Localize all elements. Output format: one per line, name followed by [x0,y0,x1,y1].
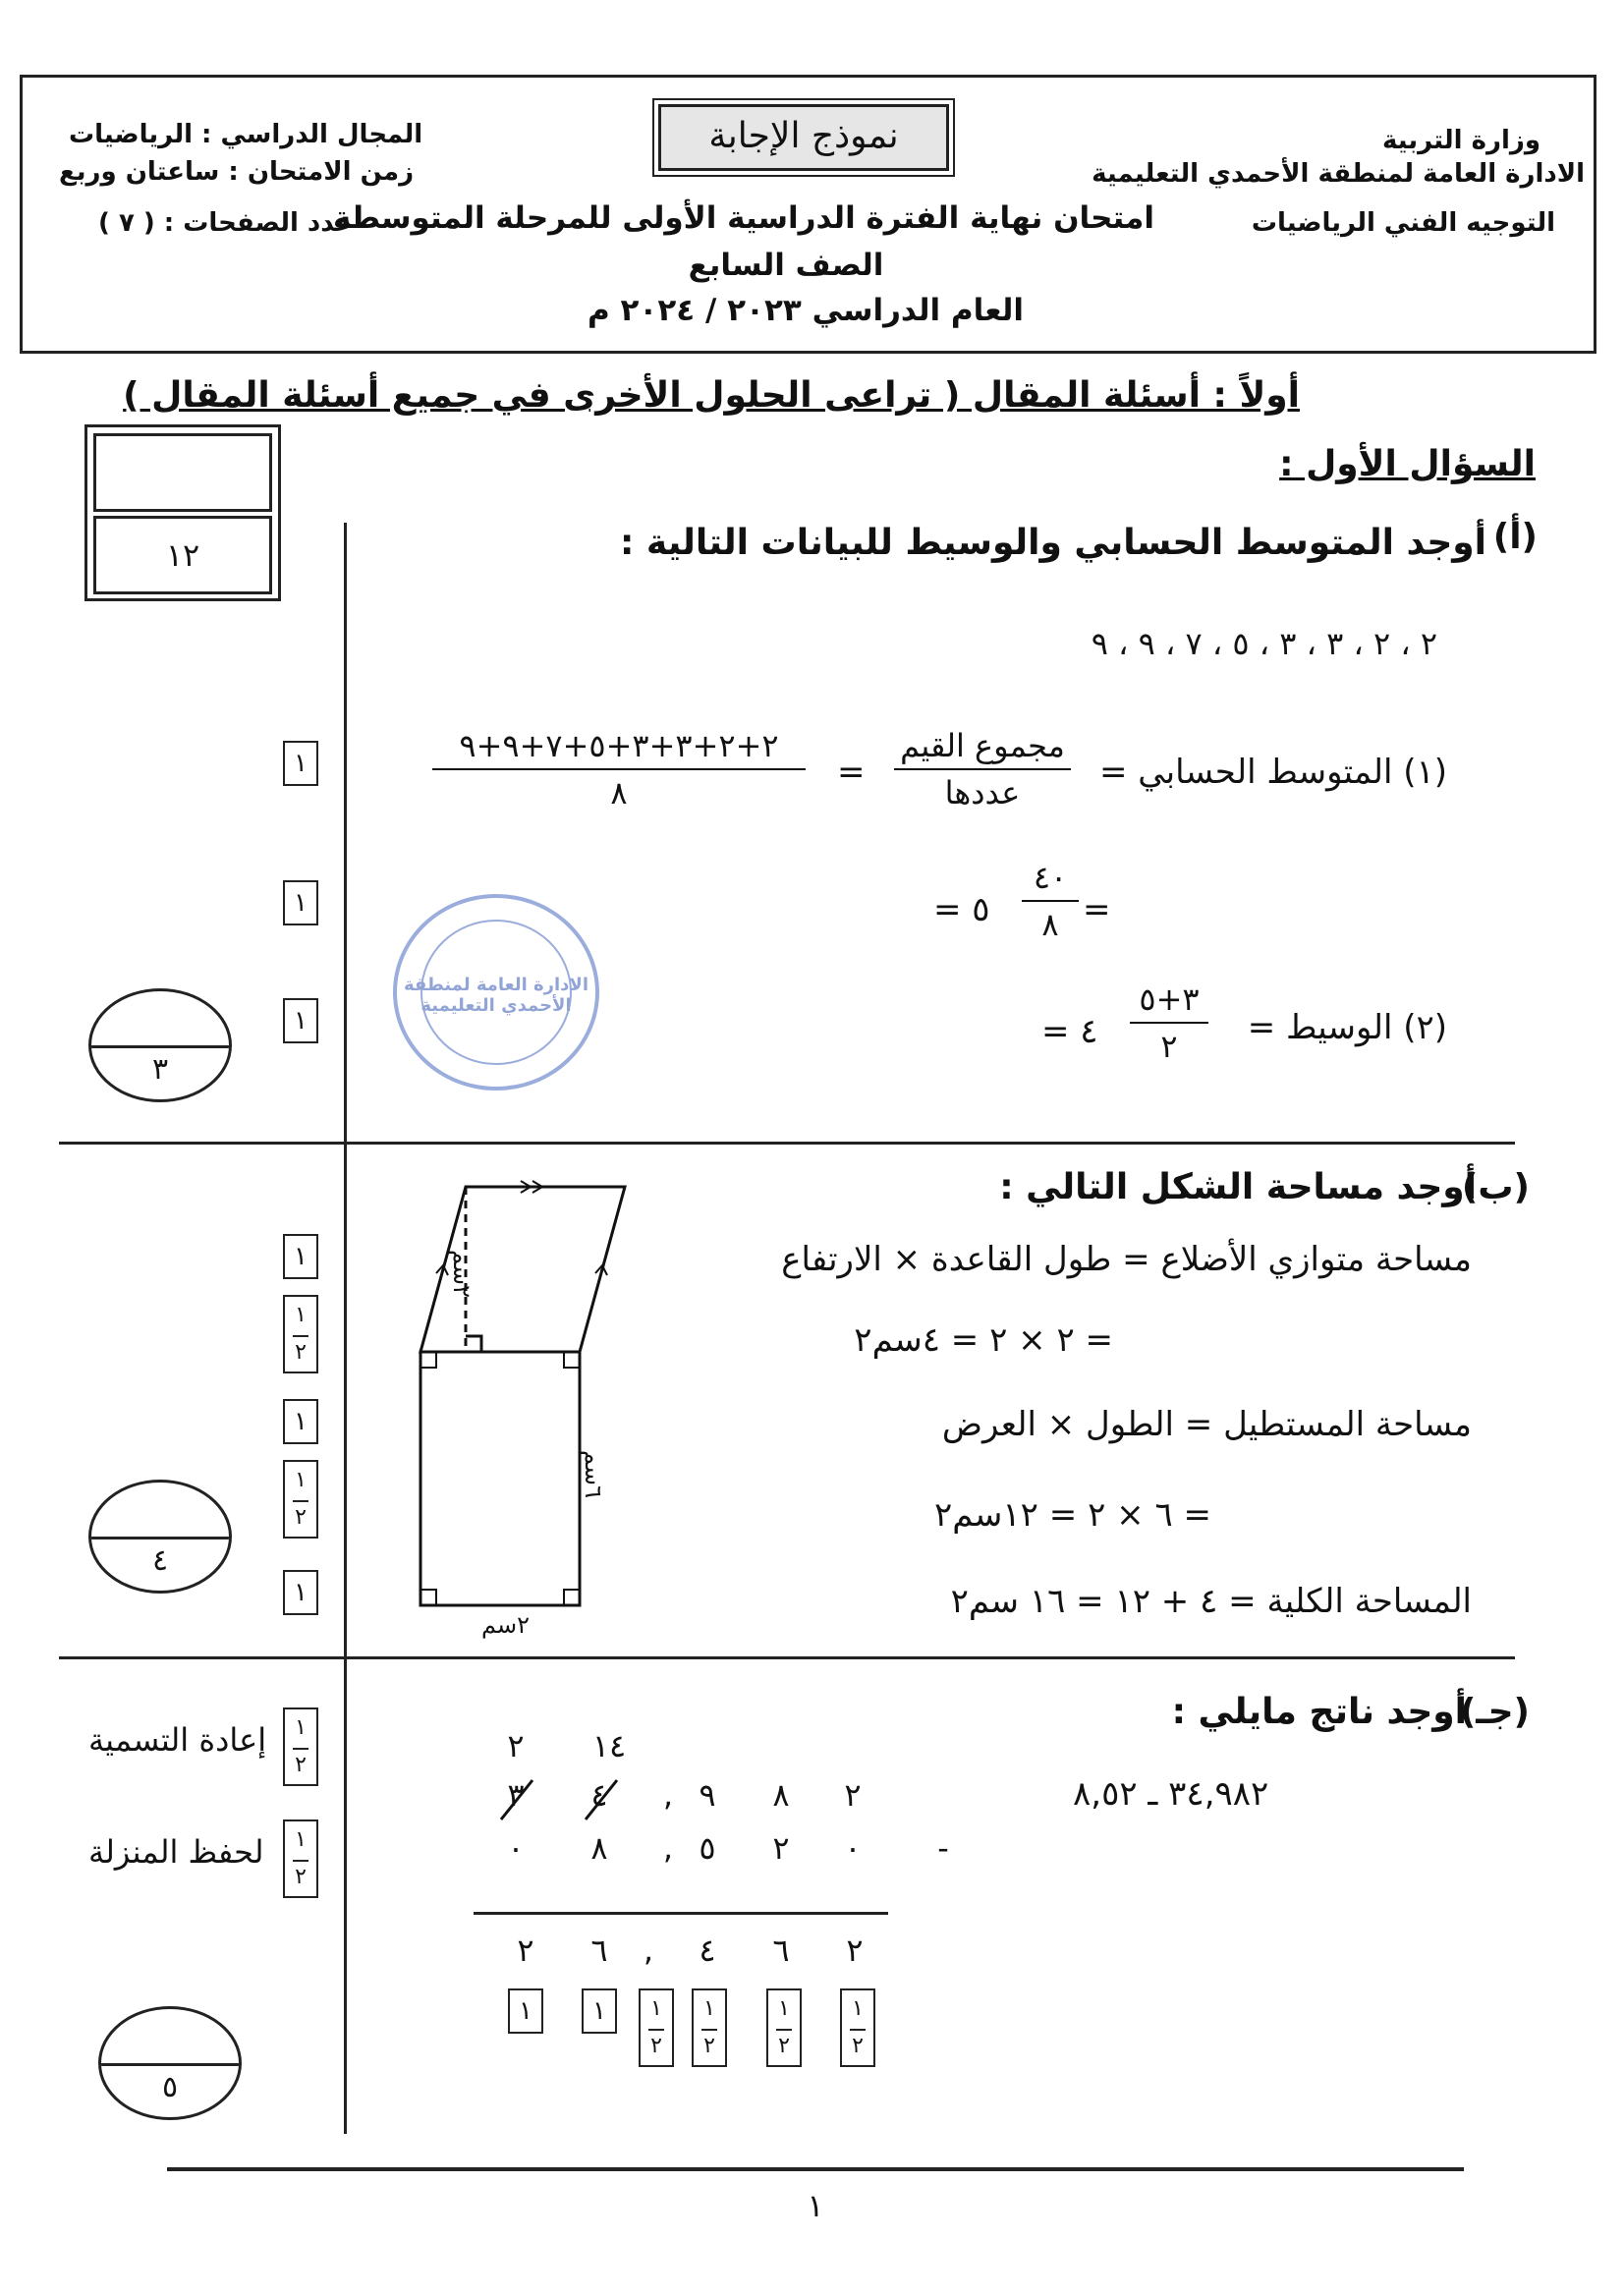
right-angle-mark [420,1590,436,1605]
strike-line [586,1780,617,1819]
mark-box-half [283,1295,318,1373]
half-numerator: ١ [778,1996,790,2021]
figure-side-label: ٦سم [580,1450,607,1498]
half-denominator: ٢ [295,1340,307,1365]
bottom-digit: ٢ [772,1829,790,1867]
mark-box-half [283,1460,318,1539]
top-digit: ٩ [699,1776,716,1814]
part-b-score: ٤ [151,1543,169,1578]
stamp-text: الادارة العامة لمنطقة الأحمدي التعليمية [404,975,588,1016]
page-number: ١ [807,2187,824,2224]
right-angle-mark [466,1336,481,1352]
median-label: (٢) الوسيط = [1247,1008,1447,1047]
section-title: أولاً : أسئلة المقال ( تراعى الحلول الأخرى في جميع أسئلة المقال ) [123,375,1300,416]
fraction-bar [293,1860,308,1862]
mark-box: ١ [508,1988,543,2034]
median-fraction [1130,979,1208,1067]
carry-digit: ١٤ [591,1727,627,1764]
half-denominator: ٢ [778,2034,790,2058]
duration-label: زمن الامتحان : ساعتان وربع [59,157,415,187]
part-b-score-circle [88,1480,232,1594]
mark-box-half [639,1988,674,2067]
total-score-box [84,424,281,601]
part-a-score: ٣ [151,1052,169,1087]
fraction-bar [293,1500,308,1502]
answer-model-label: نموذج الإجابة [658,104,949,171]
mean-label: (١) المتوسط الحسابي = [1099,753,1447,792]
question-title: السؤال الأول : [1279,444,1536,484]
mean-sum-num: ٢+٢+٣+٣+٥+٧+٩+٩ [459,727,779,764]
mark-box-half [692,1988,727,2067]
half-denominator: ٢ [295,1753,307,1777]
mark-box-half [283,1707,318,1786]
carry-digit: ٢ [507,1727,525,1764]
total-score-top [93,433,272,512]
result-digit: ٤ [699,1931,716,1969]
mark-box: ١ [283,1399,318,1444]
part-b-line4: = ٦ × ٢ = ١٢سم٢ [934,1495,1211,1535]
top-digit: ٢ [844,1776,862,1814]
part-c-expression: ٣٤,٩٨٢ ـ ٨,٥٢ [1073,1774,1269,1814]
figure-base-label: ٢سم [481,1611,530,1639]
circle-divider [91,1537,229,1539]
circle-divider [91,1045,229,1048]
figure-height-label: ٢سم [448,1250,476,1298]
bottom-digit: ٠ [507,1829,525,1867]
mean-result-fraction [1022,857,1079,945]
mean-formula-num: مجموع القيم [900,727,1065,764]
fraction-bar [701,2029,717,2031]
mark-box: ١ [283,1234,318,1279]
district-name: الادارة العامة لمنطقة الأحمدي التعليمية [1092,159,1585,189]
mean-formula-den: عددها [944,774,1021,812]
part-c-score-circle [98,2006,242,2120]
part-a-score-circle [88,988,232,1102]
ministry-name: وزارة التربية [1381,126,1540,155]
half-numerator: ١ [852,1996,864,2021]
divider-a-b [59,1142,1515,1145]
part-b-label: (ب) [1461,1167,1530,1207]
mark-box: ١ [283,998,318,1043]
mark-box: ١ [283,741,318,786]
mark-box: ١ [582,1988,617,2034]
fraction-bar [1130,1022,1208,1024]
median-den: ٢ [1160,1028,1178,1065]
top-digit: ٤ [590,1776,608,1814]
top-digit: ٨ [772,1776,790,1814]
median-num: ٣+٥ [1139,980,1200,1018]
mean-result-value: = ٥ [933,890,990,929]
median-value: = ٤ [1041,1012,1098,1051]
fraction-bar [776,2029,792,2031]
bottom-digit: ٨ [590,1829,608,1867]
mark-box: ١ [283,1570,318,1615]
top-digit: , [662,1776,674,1814]
result-digit: ٦ [590,1931,608,1969]
fraction-bar [894,768,1071,770]
subject-label: المجال الدراسي : الرياضيات [69,120,423,149]
part-a-prompt: أوجد المتوسط الحسابي والوسيط للبيانات التالية : [619,523,1486,563]
part-b-line3: مساحة المستطيل = الطول × العرض [941,1405,1472,1444]
divider-b-c [59,1656,1515,1659]
right-angle-mark [420,1352,436,1368]
grade-label: الصف السابع [688,248,884,283]
top-digit: ٣ [507,1776,525,1814]
exam-title: امتحان نهاية الفترة الدراسية الأولى للمرحلة المتوسطة [332,200,1154,236]
half-numerator: ١ [295,1468,307,1492]
mark-box-half [766,1988,802,2067]
total-score-value: ١٢ [93,516,272,594]
part-c-score: ٥ [161,2070,179,2104]
equals-sign: = [1083,890,1111,929]
mean-sum-fraction [432,725,806,813]
right-angle-mark [564,1590,580,1605]
result-digit: ٦ [772,1931,790,1969]
half-denominator: ٢ [703,2034,715,2058]
circle-divider [101,2063,239,2066]
part-b-line5: المساحة الكلية = ٤ + ١٢ = ١٦ سم٢ [950,1582,1472,1621]
fraction-bar [293,1748,308,1750]
part-a-data: ٢ ، ٢ ، ٣ ، ٣ ، ٥ ، ٧ ، ٩ ، ٩ [1091,625,1437,662]
half-numerator: ١ [703,1996,715,2021]
bottom-digit: , [662,1829,674,1867]
department-name: التوجيه الفني الرياضيات [1251,208,1555,238]
half-numerator: ١ [295,1303,307,1327]
half-denominator: ٢ [852,2034,864,2058]
rectangle-shape [420,1352,580,1605]
half-numerator: ١ [650,1996,662,2021]
composite-shape-figure [403,1175,639,1627]
strike-marks [491,1772,648,1825]
mean-result-den: ٨ [1041,906,1059,943]
footer-line [167,2167,1464,2171]
bottom-digit: ٥ [699,1829,716,1867]
strike-line [501,1780,532,1819]
result-digit: ٢ [517,1931,534,1969]
mark-box: ١ [283,880,318,925]
result-digit: ٢ [846,1931,864,1969]
part-b-line2: = ٢ × ٢ = ٤سم٢ [854,1320,1113,1360]
fraction-bar [293,1335,308,1337]
fraction-bar [648,2029,664,2031]
mean-formula-fraction [894,725,1071,813]
mean-result-num: ٤٠ [1033,859,1068,896]
fraction-bar [1022,900,1079,902]
place-value-label: لحفظ المنزلة [88,1833,264,1871]
minus-sign: - [937,1829,949,1867]
part-c-label: (جـ) [1459,1692,1530,1732]
half-numerator: ١ [295,1715,307,1740]
margin-line [344,523,347,2134]
half-denominator: ٢ [650,2034,662,2058]
part-c-prompt: أوجد ناتج مايلي : [1171,1692,1467,1732]
half-denominator: ٢ [295,1505,307,1530]
part-b-prompt: أوجد مساحة الشكل التالي : [999,1167,1477,1207]
official-stamp [393,894,599,1091]
academic-year: العام الدراسي ٢٠٢٣ / ٢٠٢٤ م [587,293,1024,328]
result-digit: , [643,1931,654,1969]
half-denominator: ٢ [295,1865,307,1889]
mark-box-half [840,1988,875,2067]
part-b-line1: مساحة متوازي الأضلاع = طول القاعدة × الارتفاع [781,1240,1472,1279]
bottom-digit: ٠ [844,1829,862,1867]
right-angle-mark [564,1352,580,1368]
half-numerator: ١ [295,1827,307,1852]
renaming-label: إعادة التسمية [88,1721,267,1759]
mark-box-half [283,1819,318,1898]
mean-sum-den: ٨ [610,774,628,812]
pages-label: عدد الصفحات : ( ٧ ) [98,208,354,238]
equals-sign: = [837,753,866,792]
fraction-bar [850,2029,866,2031]
fraction-bar [432,768,806,770]
part-a-label: (أ) [1492,517,1538,557]
subtraction-line [474,1912,888,1915]
